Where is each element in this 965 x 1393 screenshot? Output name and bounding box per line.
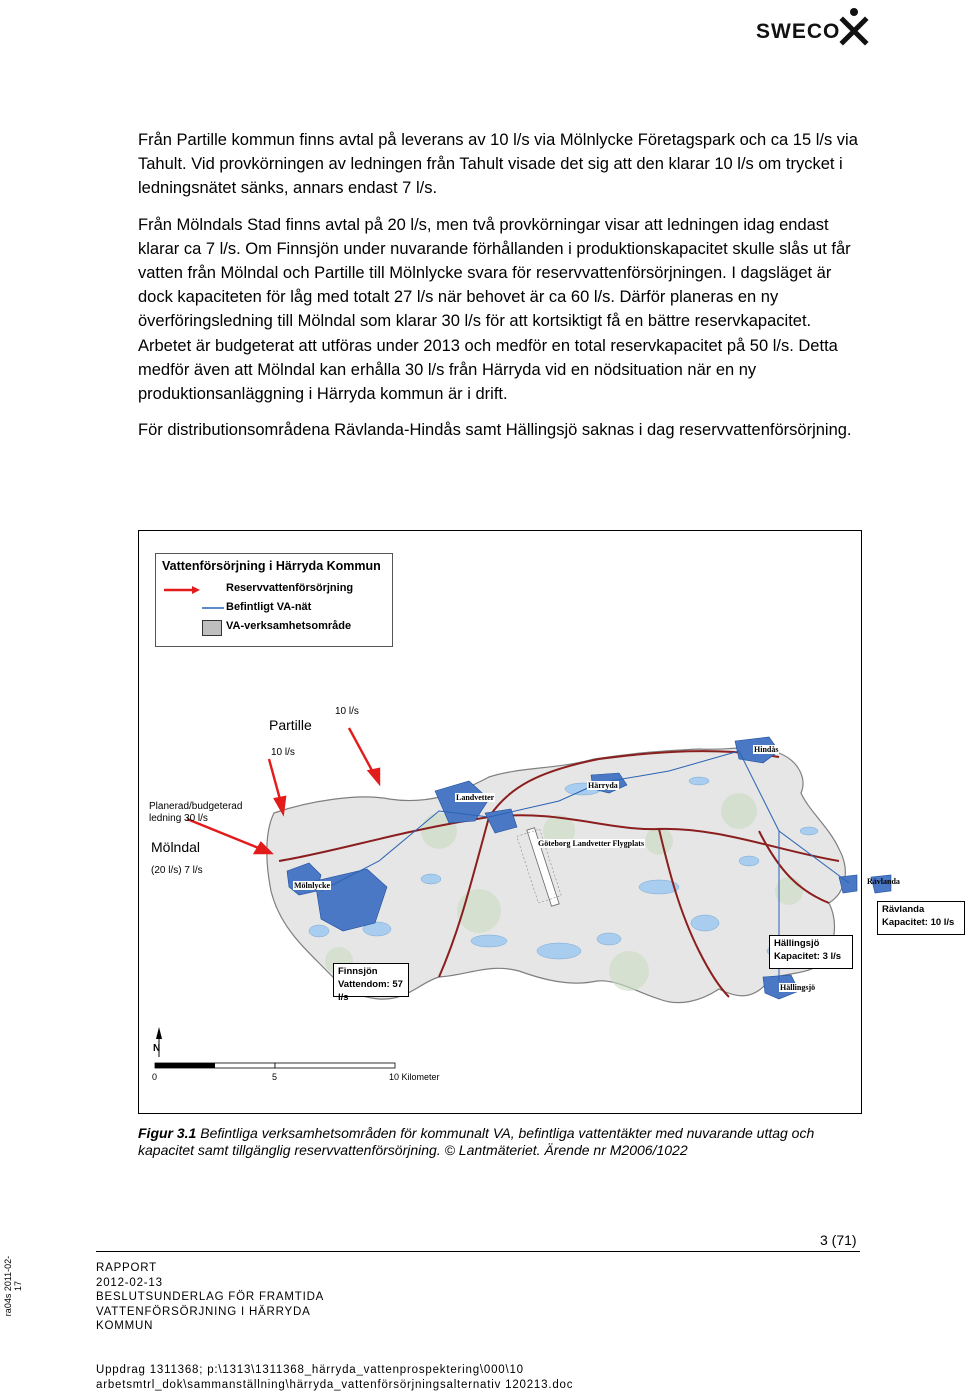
side-code: ra04s 2011-02-17 (3, 1255, 23, 1317)
scale-label-5: 5 (272, 1072, 278, 1082)
network-line-icon (202, 603, 226, 613)
footer-block (96, 1261, 324, 1334)
va-area-swatch-icon (202, 620, 222, 636)
footer-line-2: 2012-02-13 (96, 1276, 163, 1289)
ravlanda-box (877, 901, 965, 935)
ravlanda-box-capacity: Kapacitet: 10 l/s (882, 917, 955, 928)
label-harryda: Härryda (588, 781, 618, 790)
label-airport: Göteborg Landvetter Flygplats (538, 839, 645, 848)
label-partille-flow-top: 10 l/s (335, 706, 359, 717)
footer-line-5: KOMMUN (96, 1320, 154, 1333)
footer-line-3: BESLUTSUNDERLAG FÖR FRAMTIDA (96, 1291, 325, 1304)
figure-caption (138, 1125, 860, 1159)
label-partille: Partille (269, 717, 312, 733)
label-partille-flow: 10 l/s (271, 747, 295, 758)
legend-item-network: Befintligt VA-nät (226, 601, 312, 613)
north-label: N (153, 1043, 161, 1054)
scale-label-0: 0 (152, 1072, 158, 1082)
label-ravlanda: Rävlanda (867, 877, 900, 886)
label-planned-2: ledning 30 l/s (149, 813, 208, 824)
logo-text: SWECO (756, 20, 841, 43)
finnsjon-box (333, 963, 409, 1003)
label-landvetter: Landvetter (456, 793, 495, 802)
footer-path-1: Uppdrag 1311368; p:\1313\1311368_härryda_vattenprospektering\000\10 (96, 1364, 524, 1376)
sweco-mark-icon (840, 6, 868, 50)
map-legend (155, 553, 393, 647)
scale-label-10: 10 Kilometer (389, 1072, 440, 1082)
finnsjon-box-capacity: Vattendom: 57 l/s (338, 979, 403, 1003)
label-planned-1: Planerad/budgeterad (149, 801, 243, 812)
label-molnlycke: Mölnlycke (294, 881, 330, 890)
label-molndal: Mölndal (151, 839, 201, 855)
label-hindas: Hindås (754, 745, 779, 754)
label-molndal-flow: (20 l/s) 7 l/s (151, 865, 203, 876)
hallingsjo-box-title: Hällingsjö (774, 938, 820, 949)
footer-rule (96, 1251, 860, 1252)
body-text (138, 128, 858, 454)
legend-title: Vattenförsörjning i Härryda Kommun (162, 559, 381, 573)
footer-line-4: VATTENFÖRSÖRJNING I HÄRRYDA (96, 1305, 311, 1318)
paragraph-2: Från Mölndals Stad finns avtal på 20 l/s, men två provkörningar visar att ledningen idag endast klarar ca 7 l/s. Om Finnsjön under nuvarande förhållanden i produktionskapacitet skulle slås ut får vatten från Mölndal och Partille till Mölnlycke svara för reservvattenförsörjningen. I dagsläget är dock kapaciteten för låg med totalt 27 l/s när behovet är ca 60 l/s. Därför planeras en ny överföringsledning till Mölndal som klarar 30 l/s för att kortsiktigt få en bättre reservkapacitet. Arbetet är budgeterat att utföras under 2013 och medför en total reservkapacitet på 50 l/s. Detta medför även att Mölndal kan erhålla 30 l/s från Härryda vid en nödsituation när en ny produktionsanläggning i Härryda kommun är i drift. (138, 215, 851, 404)
ravlanda-box-title: Rävlanda (882, 904, 925, 915)
reserve-line-icon (162, 585, 202, 595)
legend-item-reserve: Reservvattenförsörjning (226, 582, 354, 594)
label-hallingsjo: Hällingsjö (780, 983, 816, 992)
caption-label: Figur 3.1 (138, 1125, 197, 1141)
sweco-logo (756, 6, 868, 50)
finnsjon-box-title: Finnsjön (338, 966, 378, 977)
footer-path-2: arbetsmtrl_dok\sammanställning\härryda_vattenförsörjningsalternativ 120213.doc (96, 1378, 574, 1391)
footer-line-1: RAPPORT (96, 1262, 157, 1274)
footer-path (96, 1363, 573, 1392)
paragraph-1: Från Partille kommun finns avtal på leverans av 10 l/s via Mölnlycke Företagspark och ca 15 l/s via Tahult. Vid provkörningen av ledningen från Tahult visade det sig att den klarar 10 l/s om trycket i ledningsnätet sänks, annars endast 7 l/s. (138, 131, 858, 198)
hallingsjo-box-capacity: Kapacitet: 3 l/s (774, 951, 842, 962)
hallingsjo-box (769, 935, 853, 969)
scale-bar (155, 1063, 395, 1068)
page-number: 3 (71) (820, 1232, 857, 1248)
map-figure (138, 530, 955, 1114)
caption-text: Befintliga verksamhetsområden för kommunalt VA, befintliga vattentäkter med nuvarande uttag och kapacitet samt tillgänglig reservvattenförsörjning. © Lantmäteriet. Ärende nr M2006/1022 (138, 1125, 815, 1158)
legend-item-va-area: VA-verksamhetsområde (226, 620, 352, 632)
paragraph-3: För distributionsområdena Rävlanda-Hindås samt Hällingsjö saknas i dag reservvattenförsörjning. (138, 421, 852, 440)
